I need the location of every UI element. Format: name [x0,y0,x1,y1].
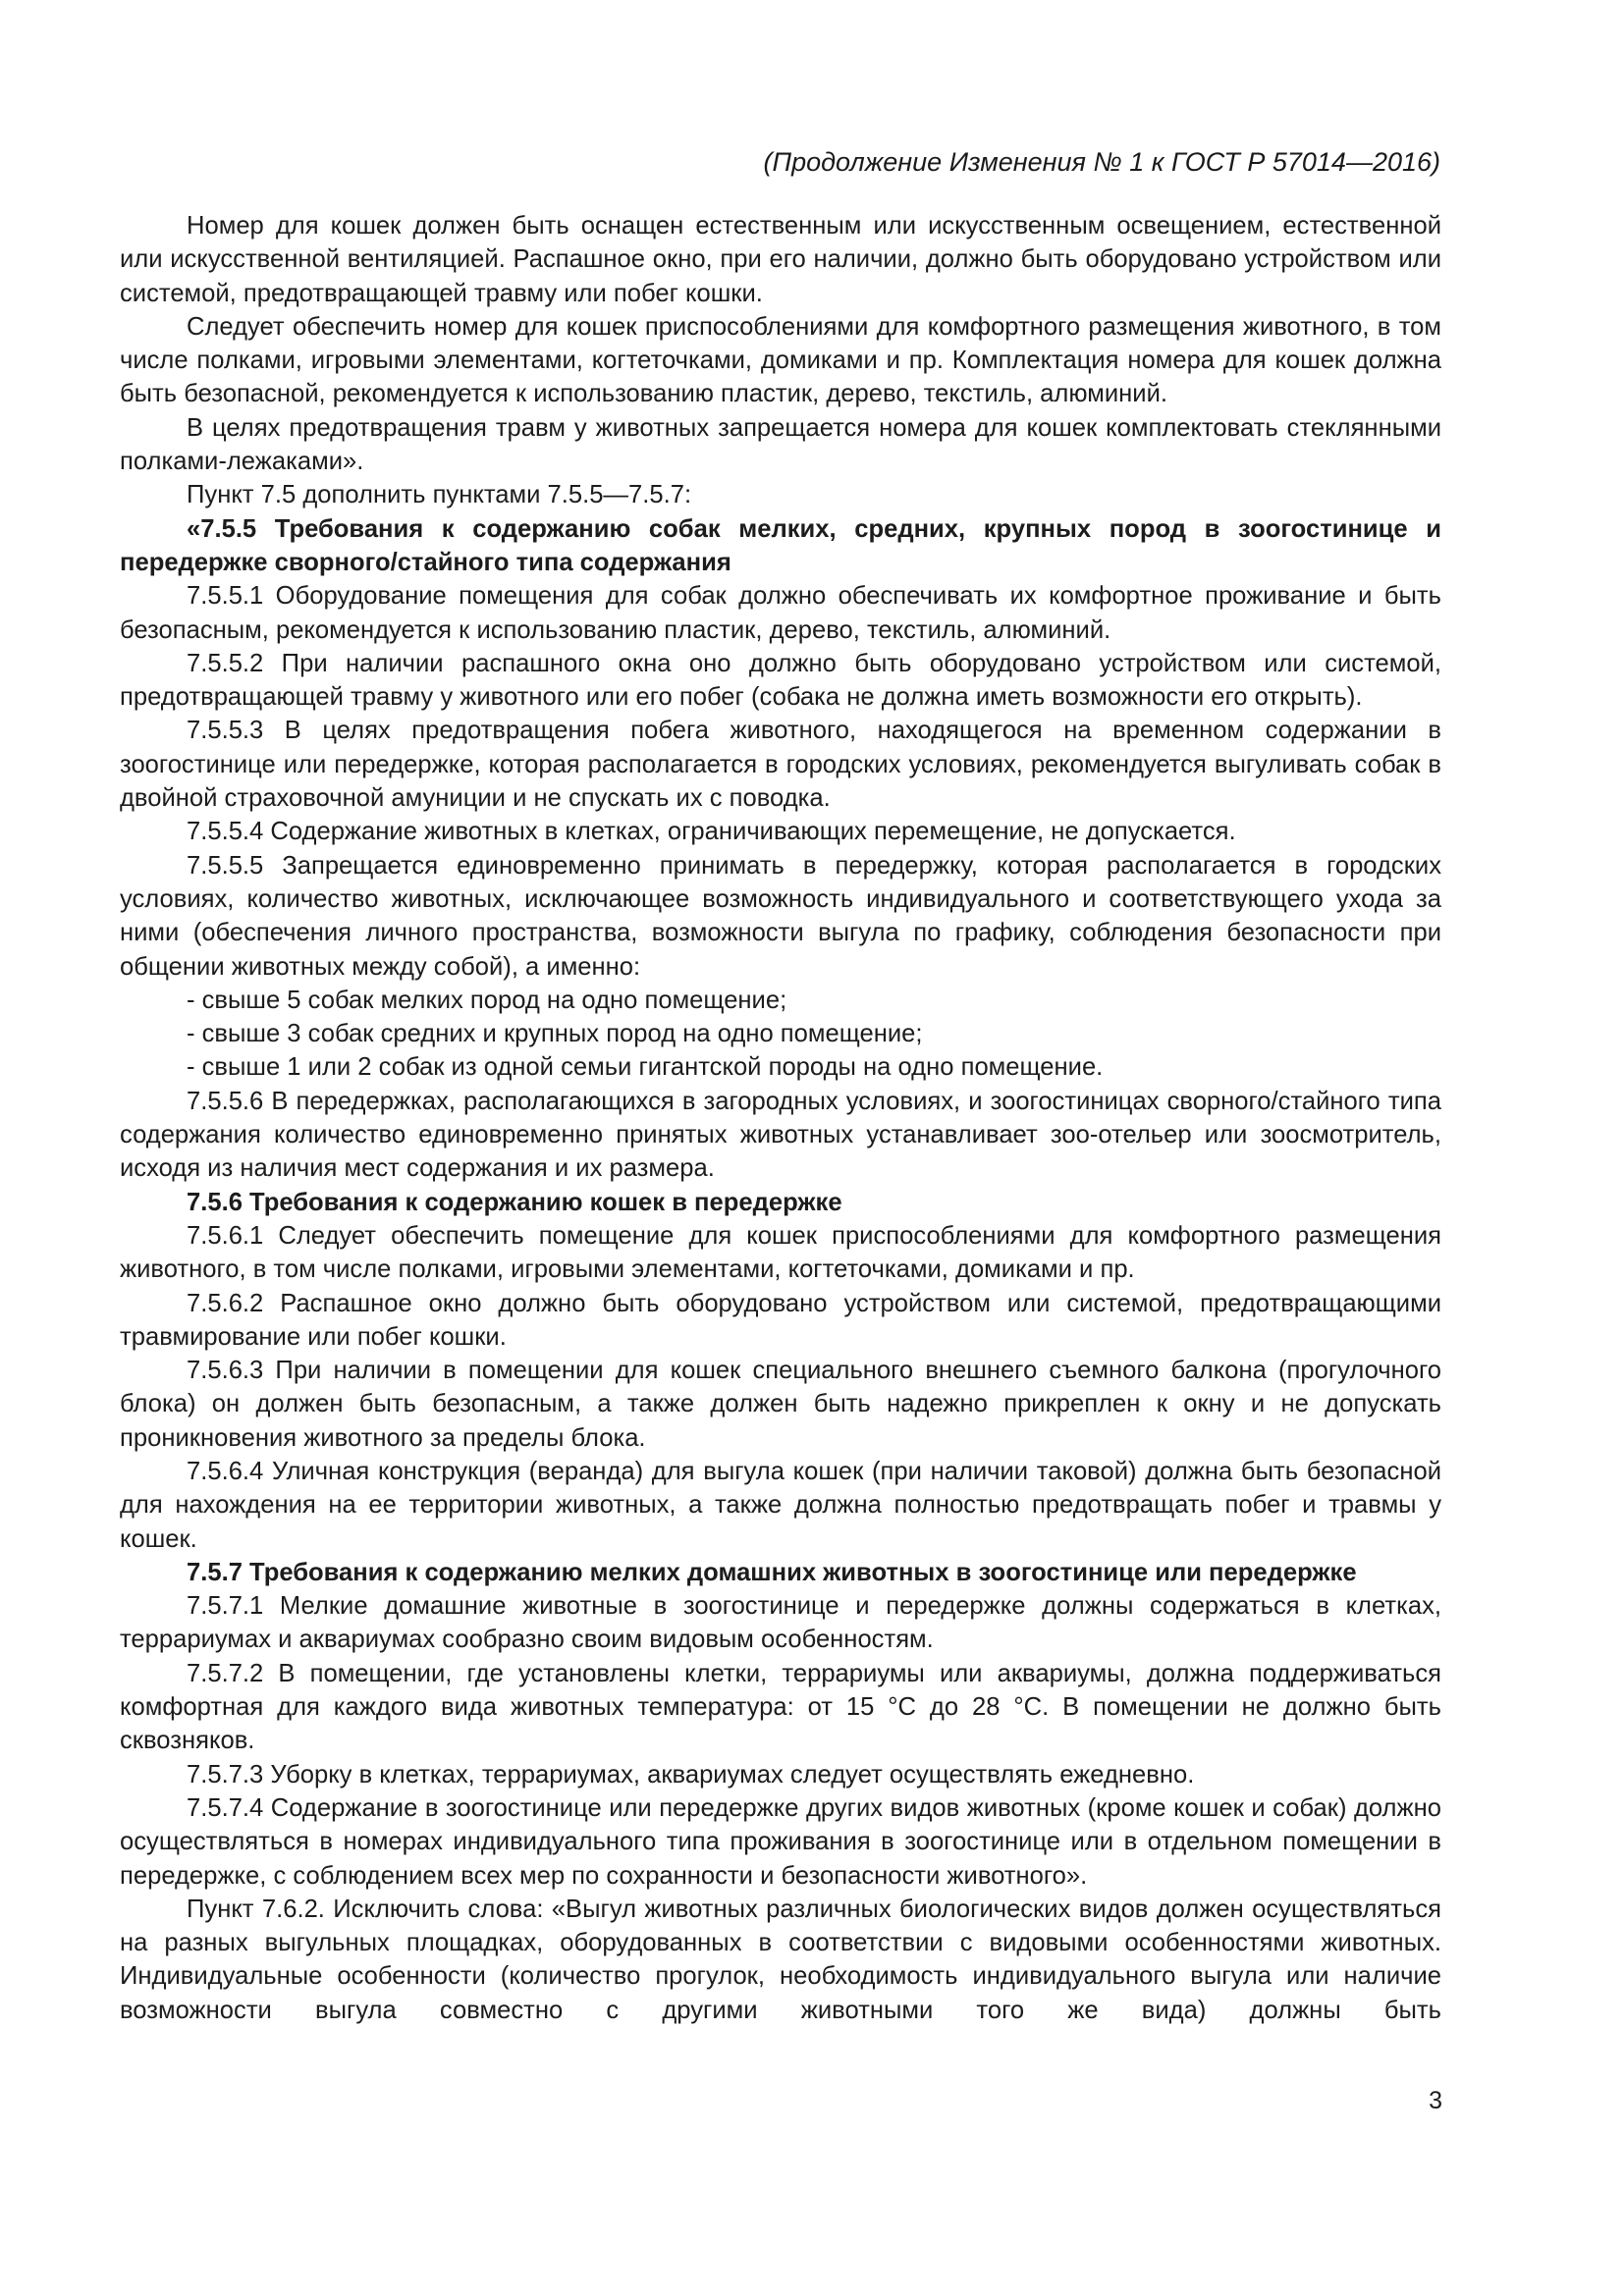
paragraph: 7.5.5.3 В целях предотвращения побега животного, находящегося на временном содержании в зоогостинице или передержке, которая располагается в городских условиях, рекомендуется выгуливать собак в двойной страховочной амуниции и не спускать их с поводка. [120,717,1441,813]
section-heading-7-5-7: 7.5.7 Требования к содержанию мелких домашних животных в зоогостинице или передержке [187,1558,1357,1586]
paragraph: Номер для кошек должен быть оснащен естественным или искусственным освещением, естественной или искусственной вентиляцией. Распашное окно, при его наличии, должно быть оборудовано устройством или системой, предотвращающей травму или побег кошки. [120,212,1441,307]
paragraph: 7.5.7.4 Содержание в зоогостинице или передержке других видов животных (кроме кошек и собак) должно осуществляться в номерах индивидуального типа проживания в зоогостинице или в отдельном помещении в передержке, с соблюдением всех мер по сохранности и безопасности животного». [120,1793,1441,1890]
paragraph: 7.5.7.3 Уборку в клетках, террариумах, аквариумах следует осуществлять ежедневно. [187,1760,1195,1789]
paragraph: В целях предотвращения травм у животных запрещается номера для кошек комплектовать стеклянными полками-лежаками». [120,413,1441,476]
paragraph: 7.5.5.1 Оборудование помещения для собак должно обеспечивать их комфортное проживание и быть безопасным, рекомендуется к использованию пластик, дерево, текстиль, алюминий. [120,582,1441,644]
paragraph: 7.5.5.2 При наличии распашного окна оно должно быть оборудовано устройством или системой, предотвращающей травму у животного или его побег (собака не должна иметь возможности его открыть). [120,649,1441,712]
paragraph: Пункт 7.6.2. Исключить слова: «Выгул животных различных биологических видов должен осуществляться на разных выгульных площадках, оборудованных в соответствии с видовыми особенностями животных. Индивидуальные особенности (количество прогулок, необходимость индивидуального выгула или наличие возможности выгула совместно с другими животными того же вида) должны быть [120,1895,1441,2024]
paragraph: 7.5.6.4 Уличная конструкция (веранда) для выгула кошек (при наличии таковой) должна быть безопасной для нахождения на ее территории животных, а также должна полностью предотвращать побег и травмы у кошек. [120,1457,1441,1553]
list-item: - свыше 1 или 2 собак из одной семьи гигантской породы на одно помещение. [187,1053,1104,1082]
paragraph: 7.5.7.1 Мелкие домашние животные в зоогостинице и передержке должны содержаться в клетках, террариумах и аквариумах сообразно своим видовым особенностям. [120,1592,1441,1654]
paragraph: 7.5.6.3 При наличии в помещении для кошек специального внешнего съемного балкона (прогулочного блока) он должен быть безопасным, а также должен быть надежно прикреплен к окну и не допускать проникновения животного за пределы блока. [120,1357,1441,1452]
section-heading-7-5-6: 7.5.6 Требования к содержанию кошек в передержке [187,1188,842,1216]
list-item: - свыше 5 собак мелких пород на одно помещение; [187,986,787,1014]
paragraph: 7.5.5.5 Запрещается единовременно принимать в передержку, которая располагается в городских условиях, количество животных, исключающее возможность индивидуального и соответствующего ухода за ними (обеспечения личного пространства, возможности выгула по графику, соблюдения безопасности при общении животных между собой), а именно: [120,851,1441,981]
paragraph: Пункт 7.5 дополнить пунктами 7.5.5—7.5.7: [187,481,692,509]
section-heading-7-5-5: «7.5.5 Требования к содержанию собак мелких, средних, крупных пород в зоогостинице и передержке сворного/стайного типа содержания [120,514,1441,576]
paragraph: 7.5.6.2 Распашное окно должно быть оборудовано устройством или системой, предотвращающими травмирование или побег кошки. [120,1289,1441,1351]
paragraph: 7.5.5.6 В передержках, располагающихся в загородных условиях, и зоогостиницах сворного/стайного типа содержания количество единовременно принятых животных устанавливает зоо-отельер или зоосмотритель, исходя из наличия мест содержания и их размера. [120,1087,1441,1183]
paragraph: Следует обеспечить номер для кошек приспособлениями для комфортного размещения животного, в том числе полками, игровыми элементами, когтеточками, домиками и пр. Комплектация номера для кошек должна быть безопасной, рекомендуется к использованию пластик, дерево, текстиль, алюминий. [120,312,1441,408]
document-body [120,209,1441,2027]
paragraph: 7.5.7.2 В помещении, где установлены клетки, террариумы или аквариумы, должна поддерживаться комфортная для каждого вида животных температура: от 15 °С до 28 °С. В помещении не должно быть сквозняков. [120,1659,1441,1755]
list-item: - свыше 3 собак средних и крупных пород на одно помещение; [187,1020,923,1048]
paragraph: 7.5.6.1 Следует обеспечить помещение для кошек приспособлениями для комфортного размещения животного, в том числе полками, игровыми элементами, когтеточками, домиками и пр. [120,1221,1441,1284]
page-number: 3 [1429,2087,1442,2114]
paragraph: 7.5.5.4 Содержание животных в клетках, ограничивающих перемещение, не допускается. [187,818,1236,846]
running-header: (Продолжение Изменения № 1 к ГОСТ Р 57014—2016) [763,147,1440,177]
